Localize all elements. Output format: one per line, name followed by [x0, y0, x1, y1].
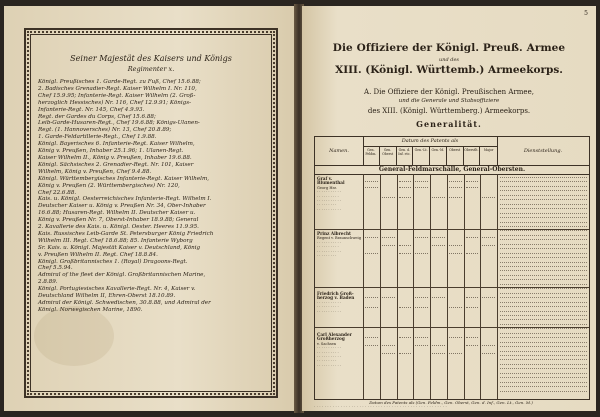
regiment-entry: Regt. der Gardes du Corps, Chef 15.6.88;: [38, 113, 156, 120]
regiment-entry: Wilhelm, König v. Preußen, Chef 9.4.88.: [38, 168, 152, 175]
date-subcolumn: Gen.-Lt.: [413, 146, 430, 165]
regiment-entry: Kais. u. Königl. Oesterreichisches Infanterie-Regt. Wilhelm I.: [38, 196, 212, 203]
regiment-entry: Deutscher Kaiser u. König v. Preußen Nr. 34, Ober-Inhaber: [38, 203, 206, 210]
regiment-entry: 1. Garde-Feldartillerie-Regt., Chef 1.9.88.: [38, 134, 157, 141]
regiment-entry: 2.8.89.: [38, 279, 58, 286]
section-title: Generalität.: [416, 119, 482, 129]
regiment-entry: Königl. Bayerisches 6. Infanterie-Regt. Kaiser Wilhelm,: [38, 141, 195, 148]
date-subcolumn: Gen. d. Inf. etc.: [397, 146, 414, 165]
regiment-entry: v. Preußen Wilhelm II. Regt. Chef 18.8.84.: [38, 251, 158, 258]
date-subcolumn: Gen. Oberst: [380, 146, 397, 165]
officers-table: [314, 136, 590, 400]
left-page: [4, 6, 296, 411]
date-subcolumn: Gen.-M.: [430, 146, 447, 165]
regiment-entry: Leib-Garde-Husaren-Regt., Chef 19.6.88; Königs-Ulanen-: [38, 120, 200, 127]
regiment-entry: Chef 5.5.94.: [38, 265, 73, 272]
regiment-entry: Chef 15.9.95; Infanterie-Regt. Kaiser Wilhelm (2. Groß-: [38, 92, 196, 99]
regiment-entry: König v. Preußen Nr. 7, Oberst-Inhaber 18.9.88; General: [38, 217, 199, 224]
regiment-entry: Königl. Sächsisches 2. Grenadier-Regt. Nr. 101, Kaiser: [38, 161, 194, 168]
date-subcolumn: Oberstlt.: [464, 146, 481, 165]
regiment-entry: Deutschland Wilhelm II, Ehren-Oberst 18.10.89.: [38, 293, 176, 300]
left-heading: Seiner Majestät des Kaisers und Königs: [70, 54, 232, 63]
ornamental-frame: [24, 28, 278, 398]
regiment-entry: Wilhelm III. Regt. Chef 18.6.88; 85. Infanterie Wyborg: [38, 237, 193, 244]
section-line-3: des XIII. (Königl. Württemberg.) Armeekorps.: [367, 107, 531, 115]
date-subcolumn: Oberst: [447, 146, 464, 165]
left-subheading: Regimenter x.: [127, 65, 175, 73]
row-name: Prinz Albrecht: [317, 231, 351, 236]
entries-container: [38, 79, 264, 314]
row-extra: Georg Hrz.: [317, 185, 338, 190]
regiment-entry: Kaiser Wilhelm II., König v. Preußen, Inhaber 19.6.88.: [38, 154, 192, 161]
page-number: 5: [584, 10, 588, 17]
regiment-entry: Kais. Russisches Leib-Garde St. Petersburger König Friedrich: [38, 230, 214, 237]
footer-dates: · · · · · · · · · · · · · · · · · · · · · · · · · · · · · · · · · · · · · · · · · · · · · · · · · ·: [314, 405, 447, 409]
header-names: Namen.: [315, 137, 364, 165]
group-heading: General-Feldmarschälle, General-Obersten.: [315, 166, 589, 175]
regiment-entry: Königl. Großbritannisches 1. (Royal) Dragoons-Regt.: [38, 258, 188, 265]
regiments-list: [38, 42, 264, 314]
regiment-entry: Königl. Norwegischen Marine, 1890.: [38, 306, 143, 313]
regiment-entry: Infanterie-Regt. Nr. 145, Chef 4.9.93.: [38, 106, 145, 113]
regiment-entry: Königl. Preußisches 1. Garde-Regt. zu Fuß, Chef 15.6.88;: [38, 79, 201, 85]
regiment-entry: Admiral der Königl. Schwedischen, 30.8.88, und Admiral der: [38, 300, 211, 306]
section-line-1: A. Die Offiziere der Königl. Preußischen Armee,: [364, 88, 534, 96]
table-row-2: Prinz Albrecht Regent v. Braunschweig · · · · · · · · · · · · · · · · · · · · · · · · · · · · · · · · · · · · · · · · ·: [317, 231, 362, 259]
title-line-2: XIII. (Königl. Württemb.) Armeekorps.: [335, 64, 563, 76]
table-row-4: Carl Alexander Großherzog v. Sachsen · · · · · · · · · · · · · · · · · · · · · · · · · · · · · · · · · · · · · · · · · · · · · · · · · · · ·: [317, 333, 361, 368]
right-page: [302, 6, 596, 411]
header-dates-title: Datum des Patents als: [401, 138, 459, 144]
regiment-entry: 2. Badisches Grenadier-Regt. Kaiser Wilhelm I. Nr. 110,: [38, 85, 197, 92]
date-subcolumn: Major: [483, 148, 494, 152]
regiment-entry: Chef 22.6.88.: [38, 189, 77, 196]
header-service: Dienststellung.: [523, 148, 563, 154]
footer-note: Datum des Patents als (Gen. Feldm., Gen. Oberst, Gen. d. Inf., Gen. Lt., Gen. M.): [369, 400, 533, 405]
table-row-1: Graf v. Blumenthal Georg Hrz. · · · · · · · · · · · · · · · · · · · · · · · · · · · · · · · · · · · · · · · · · · · · · · · · · · · ·: [317, 177, 361, 212]
row-extra: v. Sachsen: [317, 341, 337, 346]
row-name: Graf v. Blumenthal: [317, 176, 345, 186]
section-line-2: und die Generale und Stabsoffiziere: [398, 98, 500, 104]
regiment-entry: Königl. Portugiesisches Kavallerie-Regt. Nr. 4, Kaiser v.: [38, 286, 196, 293]
regiment-entry: Regt. (1. Hannoversches) Nr. 13, Chef 20.8.89;: [38, 127, 172, 134]
regiment-entry: König v. Preußen, Inhaber 25.1.96; 1. Ulanen-Regt.: [38, 148, 184, 155]
title-connector: und des: [439, 57, 459, 63]
row-extra: Regent v. Braunschweig: [317, 236, 362, 241]
regiment-entry: König v. Preußen (2. Württembergisches) Nr. 120,: [38, 182, 180, 189]
regiment-entry: 16.6.88; Husaren-Regt. Wilhelm II. Deutscher Kaiser u.: [38, 210, 196, 217]
regiment-entry: herzoglich Hessisches) Nr. 116, Chef 12.9.91; Königs-: [38, 99, 191, 106]
row-name: Friedrich Groß-herzog v. Baden: [317, 291, 355, 301]
row-name: Carl Alexander Großherzog: [317, 332, 352, 342]
title-line-1: Die Offiziere der Königl. Preuß. Armee: [332, 42, 566, 54]
regiment-entry: Admiral of the fleet der Königl. Großbritannischen Marine,: [38, 272, 206, 279]
table-row-3: Friedrich Groß-herzog v. Baden · · · · · · · · · · · · · · · · · · · · · · · · · · · · · · · ·: [317, 292, 361, 314]
regiment-entry: Sr. Kais. u. Königl. Majestät Kaiser v. Deutschland, König: [38, 244, 201, 251]
header-dates: [363, 137, 498, 165]
table-header: [315, 137, 589, 166]
date-subcolumn: Gen. Feldm.: [363, 146, 380, 165]
regiment-entry: Königl. Württembergisches Infanterie-Regt. Kaiser Wilhelm,: [38, 175, 210, 182]
regiment-entry: 2. Kavallerie des Kais. u. Königl. Oester. Heeres 11.9.95.: [38, 224, 199, 231]
